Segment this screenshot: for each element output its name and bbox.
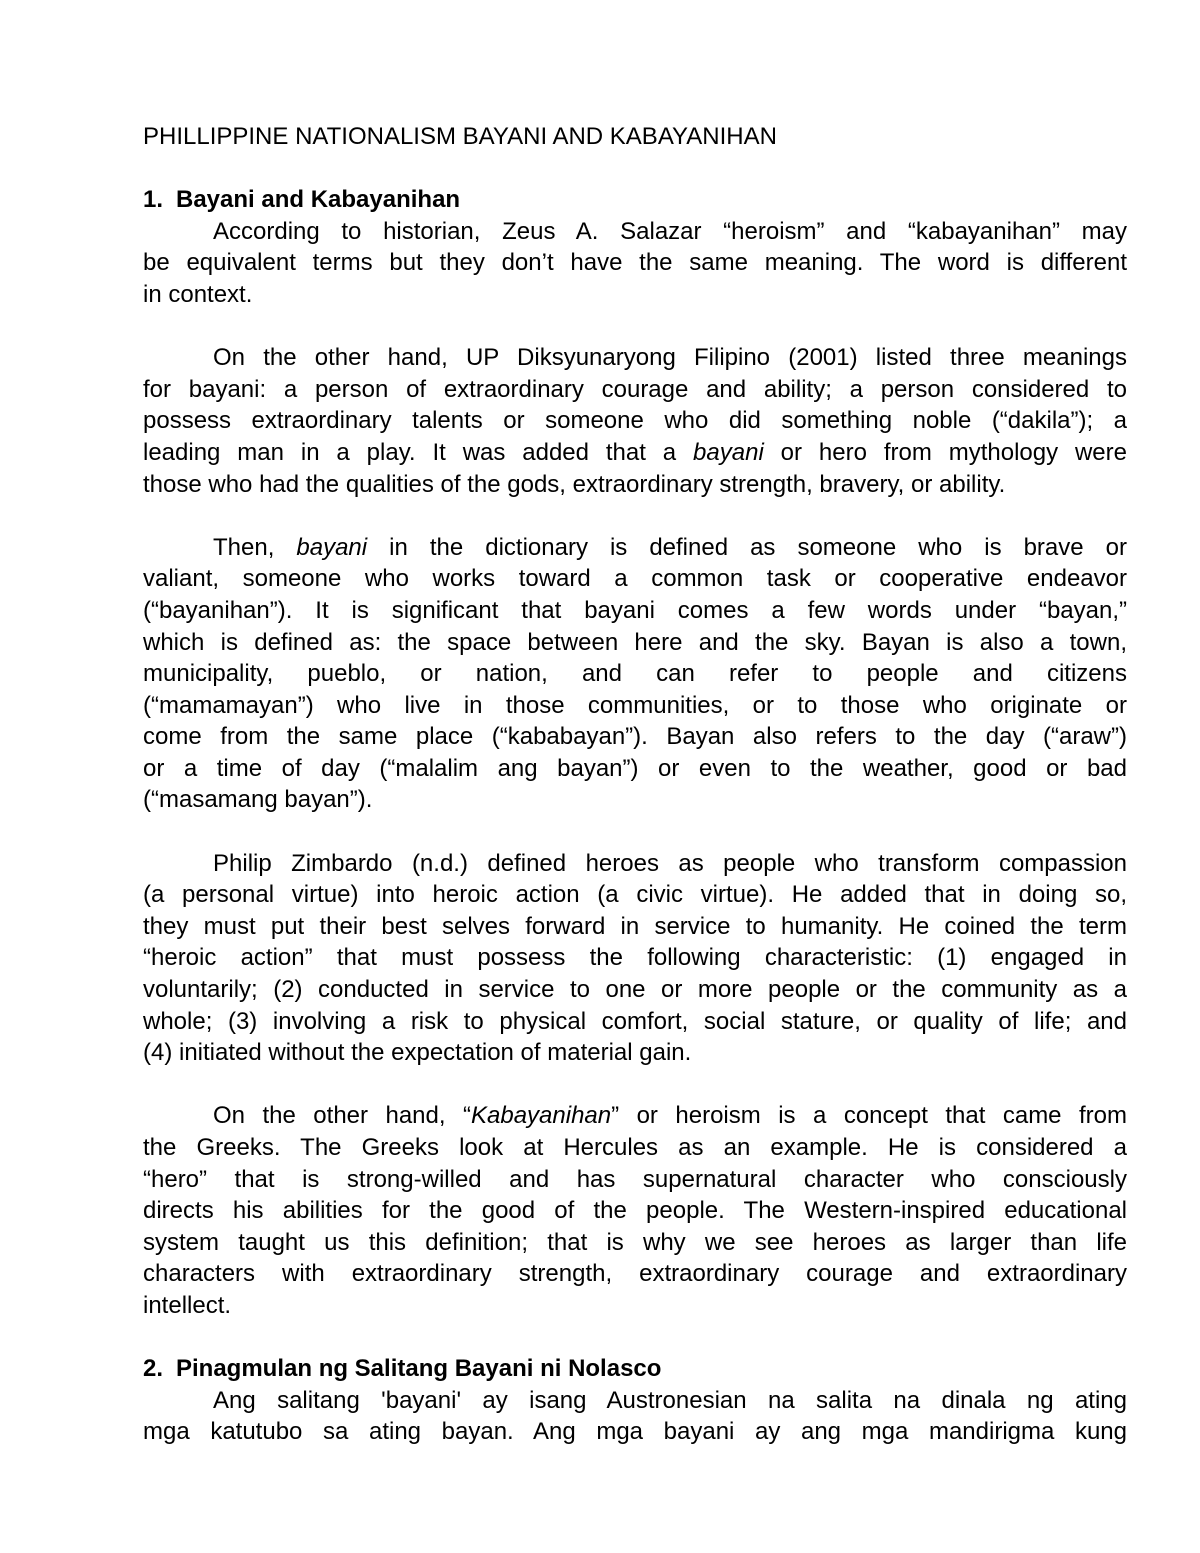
text-run: characters with extraordinary strength, extraordinary courage and extraordinary xyxy=(143,1260,1127,1288)
paragraph xyxy=(143,532,1127,816)
text-line xyxy=(143,658,1127,690)
section-heading xyxy=(143,184,1127,216)
text-run: (“mamamayan”) who live in those communities, or to those who originate or xyxy=(143,691,1127,719)
text-line xyxy=(143,595,1127,627)
italic-text-run: bayani xyxy=(296,533,368,561)
paragraph xyxy=(143,848,1127,1069)
text-run: which is defined as: the space between here and the sky. Bayan is also a town, xyxy=(143,628,1127,656)
text-run: in the dictionary is defined as someone who is brave or xyxy=(367,533,1127,561)
text-run: “hero” that is strong-willed and has supernatural character who consciously xyxy=(143,1165,1127,1193)
text-run: On the other hand, “ xyxy=(213,1102,471,1130)
text-run: they must put their best selves forward in service to humanity. He coined the term xyxy=(143,912,1127,940)
text-run: or hero from mythology were xyxy=(763,438,1127,466)
text-run: intellect. xyxy=(143,1291,232,1319)
text-line xyxy=(143,1195,1127,1227)
text-line xyxy=(143,1164,1127,1196)
text-run: voluntarily; (2) conducted in service to one or more people or the community as a xyxy=(143,976,1127,1004)
text-line xyxy=(143,469,1127,501)
text-line xyxy=(143,374,1127,406)
text-line xyxy=(143,1258,1127,1290)
text-line xyxy=(143,437,1127,469)
document-title: PHILLIPPINE NATIONALISM BAYANI AND KABAYANIHAN xyxy=(143,123,777,150)
text-line xyxy=(143,974,1127,1006)
text-run: (“bayanihan”). It is significant that bayani comes a few words under “bayan,” xyxy=(143,596,1127,624)
text-run: in context. xyxy=(143,280,253,308)
text-line xyxy=(143,1006,1127,1038)
text-line xyxy=(143,879,1127,911)
text-run: municipality, pueblo, or nation, and can refer to people and citizens xyxy=(143,660,1127,688)
document-body xyxy=(143,184,1127,1448)
text-line xyxy=(143,627,1127,659)
text-line xyxy=(143,1385,1127,1417)
paragraph xyxy=(143,342,1127,500)
text-run: (“masamang bayan”). xyxy=(143,786,373,814)
text-line xyxy=(143,784,1127,816)
text-run: directs his abilities for the good of the people. The Western-inspired educational xyxy=(143,1197,1127,1225)
text-line xyxy=(143,1416,1127,1448)
text-run: leading man in a play. It was added that a xyxy=(143,438,694,466)
text-line xyxy=(143,721,1127,753)
text-run: According to historian, Zeus A. Salazar “heroism” and “kabayanihan” may xyxy=(213,217,1127,245)
text-line xyxy=(143,342,1127,374)
section-number: 1. xyxy=(143,186,164,214)
section-heading-text: Bayani and Kabayanihan xyxy=(176,186,461,214)
paragraph xyxy=(143,1100,1127,1321)
text-run: Philip Zimbardo (n.d.) defined heroes as people who transform compassion xyxy=(213,849,1127,877)
text-run: On the other hand, UP Diksyunaryong Filipino (2001) listed three meanings xyxy=(213,344,1127,372)
text-run: whole; (3) involving a risk to physical comfort, social stature, or quality of life; and xyxy=(143,1007,1127,1035)
text-line xyxy=(143,1290,1127,1322)
italic-text-run: Kabayanihan xyxy=(471,1102,612,1130)
section-number: 2. xyxy=(143,1355,164,1383)
text-run: for bayani: a person of extraordinary courage and ability; a person considered to xyxy=(143,375,1127,403)
text-line xyxy=(143,848,1127,880)
text-line xyxy=(143,563,1127,595)
section-heading xyxy=(143,1353,1127,1385)
paragraph xyxy=(143,1385,1127,1448)
text-run: valiant, someone who works toward a common task or cooperative endeavor xyxy=(143,565,1127,593)
text-run: come from the same place (“kababayan”). Bayan also refers to the day (“araw”) xyxy=(143,723,1127,751)
text-run: (4) initiated without the expectation of material gain. xyxy=(143,1039,692,1067)
text-line xyxy=(143,911,1127,943)
document-page xyxy=(143,121,1127,1448)
section-1 xyxy=(143,184,1127,1321)
text-line xyxy=(143,1227,1127,1259)
text-run: Ang salitang 'bayani' ay isang Austronesian na salita na dinala ng ating xyxy=(213,1386,1127,1414)
section-2 xyxy=(143,1353,1127,1448)
text-line xyxy=(143,942,1127,974)
text-run: be equivalent terms but they don’t have the same meaning. The word is different xyxy=(143,249,1127,277)
text-line xyxy=(143,279,1127,311)
text-line xyxy=(143,1037,1127,1069)
text-line xyxy=(143,405,1127,437)
text-run: “heroic action” that must possess the following characteristic: (1) engaged in xyxy=(143,944,1127,972)
text-run: system taught us this definition; that is why we see heroes as larger than life xyxy=(143,1228,1127,1256)
paragraph xyxy=(143,216,1127,311)
text-run: ” or heroism is a concept that came from xyxy=(611,1102,1127,1130)
text-line xyxy=(143,216,1127,248)
text-line xyxy=(143,532,1127,564)
text-run: possess extraordinary talents or someone who did something noble (“dakila”); a xyxy=(143,407,1127,435)
text-line xyxy=(143,753,1127,785)
section-heading-text: Pinagmulan ng Salitang Bayani ni Nolasco xyxy=(176,1355,662,1383)
text-run: mga katutubo sa ating bayan. Ang mga bayani ay ang mga mandirigma kung xyxy=(143,1418,1127,1446)
text-run: (a personal virtue) into heroic action (a civic virtue). He added that in doing so, xyxy=(143,881,1127,909)
text-run: the Greeks. The Greeks look at Hercules as an example. He is considered a xyxy=(143,1134,1127,1161)
text-run: Then, xyxy=(213,533,297,561)
text-run: those who had the qualities of the gods, extraordinary strength, bravery, or ability. xyxy=(143,470,1006,498)
text-line xyxy=(143,1132,1127,1164)
text-run: or a time of day (“malalim ang bayan”) or even to the weather, good or bad xyxy=(143,754,1127,782)
text-line xyxy=(143,690,1127,722)
italic-text-run: bayani xyxy=(693,438,764,466)
text-line xyxy=(143,247,1127,279)
text-line xyxy=(143,1100,1127,1132)
